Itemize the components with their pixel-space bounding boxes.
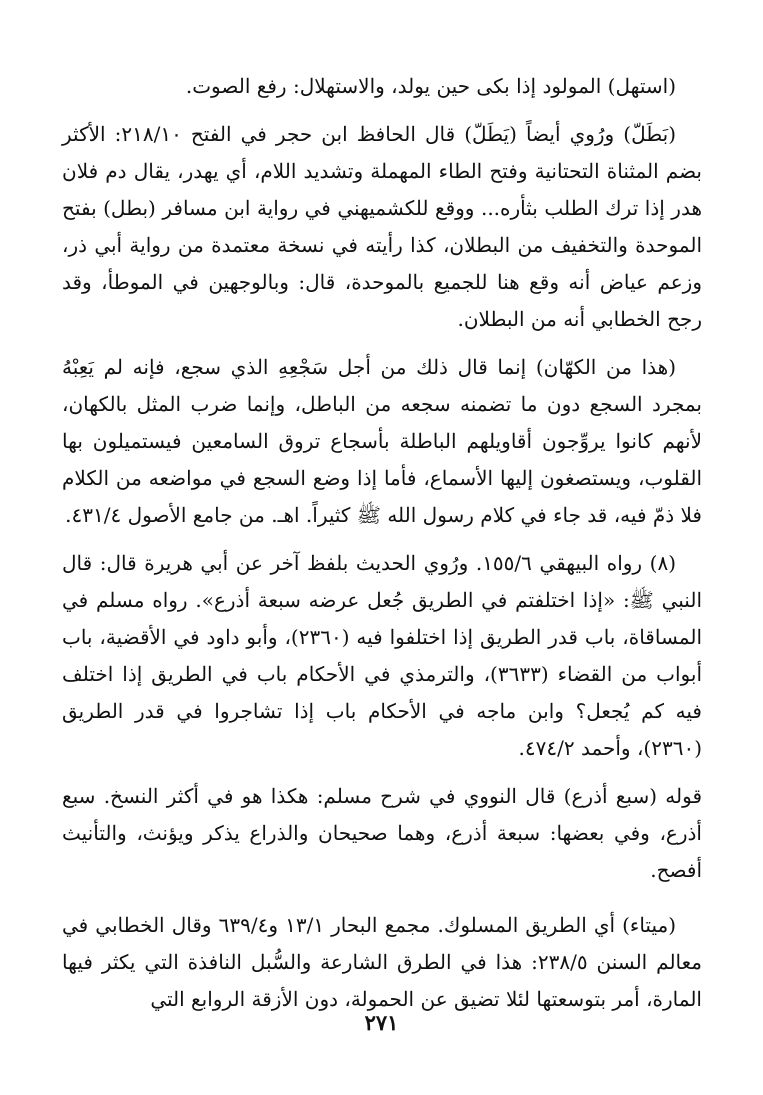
- paragraph-footnote-8: (٨) رواه البيهقي ١٥٥/٦. ورُوي الحديث بلفظ آخر عن أبي هريرة قال: قال النبي ﷺ: «إذا اختلفتم في الطريق جُعل عرضه سبعة أذرع». رواه مسلم في المساقاة، باب قدر الطريق إذا اختلفوا فيه (٢٣٦٠)، وأبو داود في الأقضية، باب أبواب من القضاء (٣٦٣٣)، والترمذي في الأحكام باب في الطريق إذا اختلف فيه كم يُجعل؟ وابن ماجه في الأحكام باب إذا تشاجروا في قدر الطريق (٢٣٦٠)، وأحمد ٤٧٤/٢.: [62, 551, 703, 760]
- paragraph-kuhhan: (هذا من الكهّان) إنما قال ذلك من أجل سَجْعِهِ الذي سجع، فإنه لم يَعِبْهُ بمجرد السجع دون ما تضمنه سجعه من الباطل، وإنما ضرب المثل بالكهان، لأنهم كانوا يروِّجون أقاويلهم الباطلة بأسجاع تروق السامعين فيستميلون بها القلوب، ويستصغون إليها الأسماع، فأما إذا وضع السجع في مواضعه من الكلام فلا ذمّ فيه، قد جاء في كلام رسول الله ﷺ كثيراً. اهـ. من جامع الأصول ٤٣١/٤.: [62, 355, 702, 527]
- paragraph-istahall: (استهل) المولود إذا بكى حين يولد، والاستهلال: رفع الصوت.: [185, 74, 676, 98]
- paragraph-mitaa: (ميتاء) أي الطريق المسلوك. مجمع البحار ١٣/١ و٦٣٩/٤ وقال الخطابي في معالم السنن ٢٣٨/٥: هذا في الطرق الشارعة والسُّبل النافذة التي يكثر فيها المارة، أمر بتوسعتها لئلا تضيق عن الحمولة، دون الأزقة الروابع التي: [62, 913, 703, 1011]
- paragraph-sab-adhru: قوله (سبع أذرع) قال النووي في شرح مسلم: هكذا هو في أكثر النسخ. سبع أذرع، وفي بعضها: سبعة أذرع، وهما صحيحان والذراع يذكر ويؤنث، والتأنيث أفصح.: [62, 784, 702, 882]
- page-number: ٢٧١: [364, 1010, 399, 1035]
- paragraph-batal: (بَطَلّ) ورُوي أيضاً (يَطَلّ) قال الحافظ ابن حجر في الفتح ٢١٨/١٠: الأكثر بضم المثناة التحتانية وفتح الطاء المهملة وتشديد اللام، أي يهدر، يقال دم فلان هدر إذا ترك الطلب بثأره... ووقع للكشميهني في رواية ابن مسافر (بطل) بفتح الموحدة والتخفيف من البطلان، كذا رأيته في نسخة معتمدة من رواية أبي ذر، وزعم عياض أنه وقع هنا للجميع بالموحدة، قال: وبالوجهين في الموطأ، وقد رجح الخطابي أنه من البطلان.: [62, 122, 702, 331]
- page-body: [62, 68, 702, 1029]
